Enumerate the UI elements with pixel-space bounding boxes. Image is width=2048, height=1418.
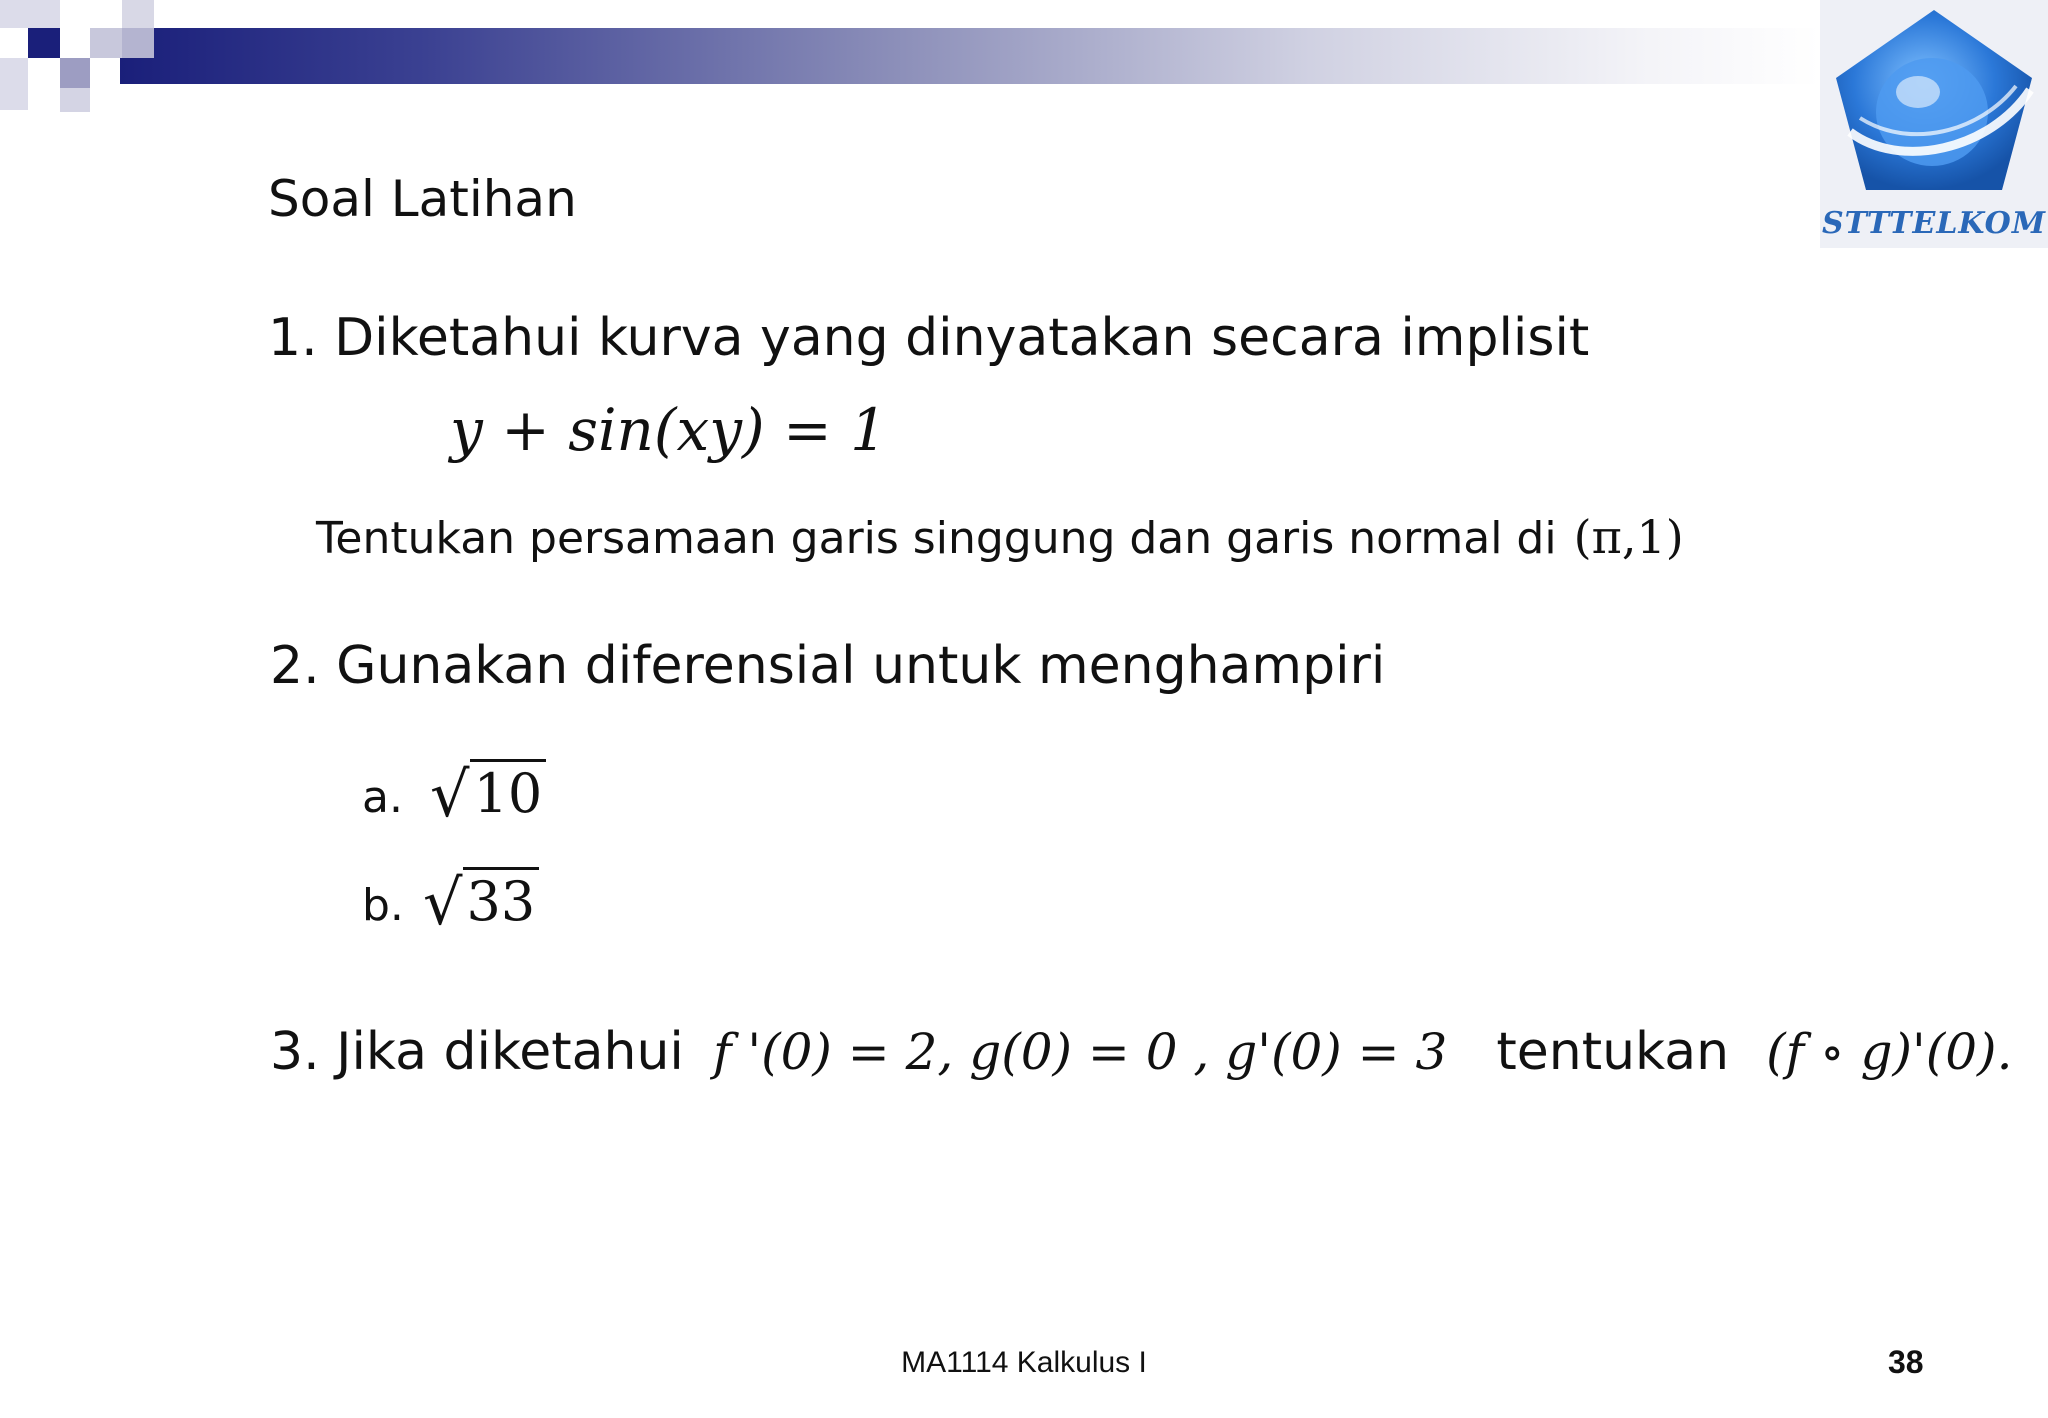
question-3-text: 3. Jika diketahui — [270, 1022, 684, 1082]
radical-sign-icon: √ — [423, 866, 463, 939]
radicand: 33 — [463, 867, 540, 933]
header-square — [60, 58, 90, 88]
header-square — [60, 0, 90, 28]
logo — [1820, 0, 2048, 248]
radical-sign-icon: √ — [430, 758, 470, 831]
header-square — [0, 0, 60, 28]
question-3-ask-expression: (f ∘ g)'(0). — [1766, 1023, 2013, 1081]
item-label: b. — [362, 880, 404, 931]
question-2-item-a — [362, 758, 546, 831]
question-3-row — [270, 1022, 2012, 1082]
logo-emblem-icon — [1820, 0, 2048, 206]
footer-course: MA1114 Kalkulus I — [901, 1346, 1147, 1379]
radicand: 10 — [470, 759, 547, 825]
question-1-equation: y + sin(xy) = 1 — [450, 396, 888, 464]
header-band — [120, 28, 1820, 84]
header-square — [122, 0, 154, 28]
sqrt-expression — [430, 758, 546, 831]
question-3-given: f '(0) = 2, g(0) = 0 , g'(0) = 3 — [712, 1023, 1448, 1081]
question-1-instruction-row — [316, 510, 1684, 564]
header-square — [90, 28, 122, 58]
question-1-text: 1. Diketahui kurva yang dinyatakan secara implisit — [268, 308, 1590, 368]
question-2-item-b — [362, 866, 539, 939]
question-2-text: 2. Gunakan diferensial untuk menghampiri — [270, 636, 1386, 696]
logo-text: STTTELKOM — [1821, 206, 2047, 241]
header-square — [0, 58, 28, 110]
question-3-ask-label: tentukan — [1496, 1022, 1730, 1082]
item-label: a. — [362, 772, 403, 823]
header-square — [122, 28, 154, 58]
sqrt-expression — [423, 866, 539, 939]
question-1-instruction: Tentukan persamaan garis singgung dan garis normal di — [316, 513, 1557, 564]
header-square — [28, 28, 60, 58]
page-number: 38 — [1888, 1344, 1924, 1380]
slide-title: Soal Latihan — [268, 170, 577, 228]
question-1-point: (π,1) — [1573, 510, 1684, 564]
header-square — [60, 88, 90, 112]
